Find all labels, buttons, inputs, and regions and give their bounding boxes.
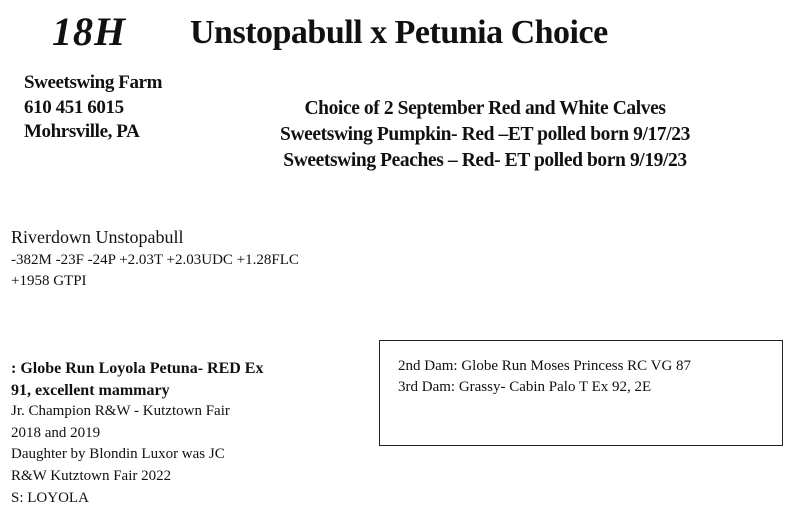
page-title: Unstopabull x Petunia Choice bbox=[190, 14, 608, 51]
lot-number: 18H bbox=[52, 9, 127, 54]
dam-note: Daughter by Blondin Luxor was JC bbox=[11, 446, 225, 463]
genomics-line: +1958 GTPI bbox=[11, 273, 87, 289]
dam-title bbox=[11, 358, 263, 402]
sire-genomics bbox=[11, 250, 299, 292]
genomics-line: -382M -23F -24P +2.03T +2.03UDC +1.28FLC bbox=[11, 252, 299, 268]
second-dam: 2nd Dam: Globe Run Moses Princess RC VG 87 bbox=[398, 358, 692, 374]
dam-note: S: LOYOLA bbox=[11, 489, 89, 506]
dam-note: 2018 and 2019 bbox=[11, 424, 101, 441]
third-dam: 3rd Dam: Grassy- Cabin Palo T Ex 92, 2E bbox=[398, 379, 652, 395]
dam-notes bbox=[11, 401, 230, 510]
offering-line: Sweetswing Peaches – Red- ET polled born 9/19/23 bbox=[283, 150, 687, 171]
offering-line: Sweetswing Pumpkin- Red –ET polled born 9/17/23 bbox=[280, 124, 690, 145]
offering-description bbox=[220, 96, 750, 174]
offering-line: Choice of 2 September Red and White Calves bbox=[304, 98, 666, 119]
farm-location: Mohrsville, PA bbox=[24, 121, 140, 142]
consignor-info bbox=[24, 71, 162, 145]
dam-title-line: : Globe Run Loyola Petuna- RED Ex bbox=[11, 360, 264, 377]
dam-note: R&W Kutztown Fair 2022 bbox=[11, 468, 172, 485]
dam-title-line: 91, excellent mammary bbox=[11, 382, 170, 399]
farm-name: Sweetswing Farm bbox=[24, 72, 163, 93]
farm-phone: 610 451 6015 bbox=[24, 96, 124, 118]
pedigree-box bbox=[379, 340, 783, 446]
sire-name: Riverdown Unstopabull bbox=[11, 227, 184, 247]
dam-note: Jr. Champion R&W - Kutztown Fair bbox=[11, 403, 230, 419]
